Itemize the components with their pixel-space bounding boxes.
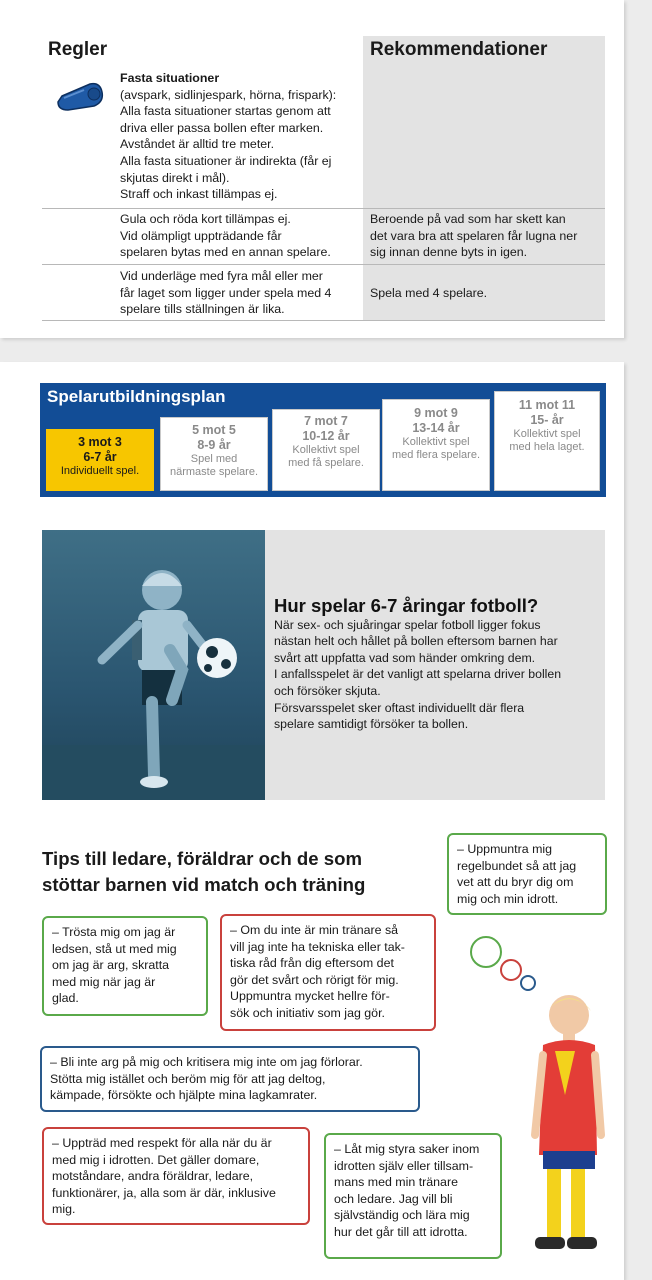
tip-bubble-respect bbox=[42, 1127, 310, 1225]
tip-line: vill jag inte ha tekniska eller tak- bbox=[230, 939, 405, 954]
rules-header: Regler bbox=[48, 39, 108, 60]
tip-line: sök och initiativ som jag gör. bbox=[230, 1005, 385, 1020]
tip-line: – Bli inte arg på mig och kritisera mig inte om jag förlorar. bbox=[50, 1055, 363, 1069]
stage-9v9 bbox=[382, 399, 490, 491]
stage-5v5 bbox=[160, 417, 268, 491]
stage-format: 5 mot 5 bbox=[192, 423, 236, 437]
tip-line: mig och min idrott. bbox=[457, 891, 559, 906]
tip-bubble-comfort bbox=[42, 916, 208, 1016]
tip-line: Uppmuntra mycket hellre för- bbox=[230, 989, 390, 1004]
article-line: och försöker skjuta. bbox=[274, 683, 381, 698]
stage-3v3 bbox=[46, 429, 154, 491]
player-education-plan bbox=[40, 383, 606, 497]
stage-desc: med få spelare. bbox=[288, 457, 364, 469]
stage-desc: närmaste spelare. bbox=[169, 466, 259, 478]
tip-line: – Om du inte är min tränare så bbox=[230, 923, 399, 937]
rule-line: (avspark, sidlinjespark, hörna, frispark): bbox=[120, 87, 337, 102]
tip-line: – Uppträd med respekt för alla när du är bbox=[52, 1136, 272, 1150]
stage-desc: Kollektivt spel bbox=[402, 436, 470, 448]
recommendation-line: det vara bra att spelaren får lugna ner bbox=[370, 228, 578, 243]
recommendation-line: sig innan denne byts in igen. bbox=[370, 245, 528, 260]
tips-title-line: Tips till ledare, föräldrar och de som bbox=[42, 848, 362, 869]
recommendations-cell bbox=[363, 209, 605, 264]
stage-desc: Individuellt spel. bbox=[60, 465, 140, 477]
tip-bubble-coaching bbox=[220, 914, 436, 1031]
article-line: I anfallsspelet är det vanligt att spelarna driver bollen bbox=[274, 667, 562, 682]
rules-row-3 bbox=[42, 265, 605, 320]
divider bbox=[42, 320, 605, 321]
rules-left-cell bbox=[42, 209, 362, 264]
tip-line: – Låt mig styra saker inom bbox=[334, 1142, 480, 1156]
stage-desc: Kollektivt spel bbox=[292, 444, 360, 456]
recommendations-cell bbox=[363, 36, 605, 208]
tip-line: – Trösta mig om jag är bbox=[52, 925, 176, 939]
rules-row-2 bbox=[42, 209, 605, 264]
stage-11v11 bbox=[494, 391, 600, 491]
stage-format: 9 mot 9 bbox=[414, 406, 458, 420]
rule-line: Alla fasta situationer startas genom att bbox=[120, 104, 331, 119]
tip-bubble-encourage bbox=[447, 833, 607, 915]
tip-line: kämpade, försökte och hjälpte mina lagkamrater. bbox=[50, 1088, 318, 1103]
stage-desc: med hela laget. bbox=[509, 441, 585, 453]
article-line: svårt att uppfatta vad som händer omkring dem. bbox=[274, 650, 536, 665]
child-football-photo bbox=[42, 530, 265, 800]
article-line: nästan helt och hållet på bollen eftersom barnen har bbox=[274, 634, 558, 649]
rules-left-cell bbox=[42, 36, 362, 208]
tip-line: Stötta mig istället och beröm mig för att jag deltog, bbox=[50, 1071, 326, 1086]
stage-desc: Kollektivt spel bbox=[513, 428, 581, 440]
tip-line: med mig i idrotten. Det gäller domare, bbox=[52, 1152, 260, 1167]
rule-line: driva eller passa bollen efter marken. bbox=[120, 120, 324, 135]
recommendation-line: Spela med 4 spelare. bbox=[370, 286, 488, 300]
article-line: Försvarsspelet sker oftast individuellt där flera bbox=[274, 700, 525, 715]
rule-line: Straff och inkast tillämpas ej. bbox=[120, 187, 278, 202]
recommendations-header: Rekommendationer bbox=[370, 39, 548, 60]
child-player-illustration bbox=[525, 985, 605, 1260]
tip-line: självständig och lära mig bbox=[334, 1208, 470, 1223]
tip-line: hur det går till att idrotta. bbox=[334, 1224, 468, 1239]
article-line: När sex- och sjuåringar spelar fotboll ligger fokus bbox=[274, 617, 541, 632]
tip-line: tiska råd från dig eftersom det bbox=[230, 956, 394, 971]
tip-line: mig. bbox=[52, 1202, 76, 1217]
article-title: Hur spelar 6-7 åringar fotboll? bbox=[274, 595, 539, 616]
rule-line: Avståndet är alltid tre meter. bbox=[120, 137, 275, 152]
tip-line: och ledare. Jag vill bli bbox=[334, 1191, 453, 1206]
stage-age: 10-12 år bbox=[302, 429, 350, 443]
article bbox=[42, 530, 605, 800]
tip-line: – Uppmuntra mig bbox=[457, 842, 553, 856]
article-line: spelare samtidigt försöker ta bollen. bbox=[274, 717, 469, 732]
article-text bbox=[274, 595, 598, 733]
rule-line: Vid underläge med fyra mål eller mer bbox=[120, 269, 323, 283]
tip-line: idrotten själv eller tillsam- bbox=[334, 1158, 474, 1173]
rule-line: får laget som ligger under spela med 4 bbox=[120, 285, 332, 300]
rule-line: Gula och röda kort tillämpas ej. bbox=[120, 212, 291, 226]
rule-title: Fasta situationer bbox=[120, 71, 220, 85]
rules-left-cell bbox=[42, 265, 362, 320]
tip-line: med mig när jag är bbox=[52, 974, 156, 989]
stage-desc: med flera spelare. bbox=[391, 449, 481, 461]
whistle-icon bbox=[54, 74, 104, 119]
stage-age: 6-7 år bbox=[83, 450, 117, 464]
tips-title bbox=[42, 846, 422, 898]
rule-line: spelaren bytas med en annan spelare. bbox=[120, 245, 331, 260]
rules-row-1 bbox=[42, 36, 605, 208]
tip-line: om jag är arg, skratta bbox=[52, 958, 170, 973]
tips-title-line: stöttar barnen vid match och träning bbox=[42, 874, 366, 895]
tip-line: glad. bbox=[52, 991, 79, 1006]
rule-line: skjutas direkt i mål). bbox=[120, 170, 230, 185]
plan-title: Spelarutbildningsplan bbox=[47, 387, 226, 406]
stage-desc: Spel med bbox=[190, 453, 238, 465]
tip-line: vet att du bryr dig om bbox=[457, 875, 574, 890]
stage-format: 3 mot 3 bbox=[78, 435, 122, 449]
stage-age: 15- år bbox=[530, 413, 564, 427]
stage-format: 11 mot 11 bbox=[518, 398, 576, 412]
stage-age: 8-9 år bbox=[197, 438, 231, 452]
tip-line: funktionärer, ja, alla som är där, inklusive bbox=[52, 1185, 276, 1200]
recommendation-line: Beroende på vad som har skett kan bbox=[370, 212, 566, 226]
rule-line: Vid olämpligt uppträdande får bbox=[120, 228, 282, 243]
rule-line: spelare tills ställningen är lika. bbox=[120, 302, 285, 317]
tip-line: mans med min tränare bbox=[334, 1175, 458, 1190]
tip-line: regelbundet så att jag bbox=[457, 858, 577, 873]
recommendations-cell bbox=[363, 265, 605, 320]
stage-age: 13-14 år bbox=[412, 421, 460, 435]
tip-line: ledsen, stå ut med mig bbox=[52, 941, 177, 956]
stage-7v7 bbox=[272, 409, 380, 491]
tip-line: motståndare, andra föräldrar, ledare, bbox=[52, 1169, 254, 1184]
tip-line: gör det svårt och rörigt för mig. bbox=[230, 972, 399, 987]
rule-line: Alla fasta situationer är indirekta (får ej bbox=[120, 153, 332, 168]
tip-bubble-losing bbox=[40, 1046, 420, 1112]
stage-format: 7 mot 7 bbox=[304, 414, 348, 428]
tip-bubble-independence bbox=[324, 1133, 502, 1259]
